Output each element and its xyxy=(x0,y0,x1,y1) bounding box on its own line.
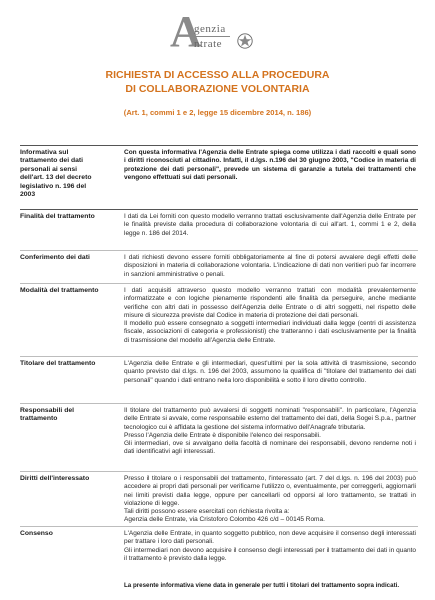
divider xyxy=(20,209,418,210)
agenzia-entrate-logo xyxy=(170,7,270,58)
paragraph: I dati acquisiti attraverso questo modello verranno trattati con modalità prevalentemente informatizzate e con logiche pienamente rispondenti alle finalità da perseguire, anche mediante verifiche con altri dati in possesso dell'Agenzia delle Entrate o di altri soggetti, nel rispetto delle misure di sicurezza previste dal Codice in materia di protezione dei dati personali. xyxy=(124,287,416,319)
legal-reference: (Art. 1, commi 1 e 2, legge 15 dicembre 2014, n. 186) xyxy=(123,108,312,117)
section-text xyxy=(124,407,416,457)
section-text: I dati da Lei forniti con questo modello verranno trattati esclusivamente dall'Agenzia delle Entrate per le finalità previste dalla procedura di collaborazione volontaria di cui all'art. 1, commi 1 e 2, della legge n. 186 del 2014. xyxy=(124,213,416,237)
title-line2: DI COLLABORAZIONE VOLONTARIA xyxy=(125,83,310,95)
paragraph: Il titolare del trattamento può avvalersi di soggetti nominati "responsabili". In particolare, l'Agenzia delle Entrate si avvale, come responsabile esterno del trattamento dei dati, della Sogei S.p.a., partner tecnologico cui è affidata la gestione del sistema informativo dell'Anagrafe tributaria. xyxy=(124,407,416,431)
logo-letter-mark: A xyxy=(170,7,202,56)
section-label: Modalità del trattamento xyxy=(20,287,99,294)
paragraph: Gli intermediari, ove si avvalgano della facoltà di nominare dei responsabili, devono renderne noti i dati identificativi agli interessati. xyxy=(124,440,416,456)
section-text xyxy=(124,287,416,345)
section-titolare xyxy=(20,360,418,398)
paragraph: Il modello può essere consegnato a soggetti intermediari individuati dalla legge (centri di assistenza fiscale, associazioni di categoria e professionisti) che tratteranno i dati esclusivamente per la finalità di trasmissione del modello all'Agenzia delle Entrate. xyxy=(124,320,416,344)
section-text xyxy=(124,475,416,525)
section-text: L'Agenzia delle Entrate e gli intermediari, quest'ultimi per la sola attività di trasmissione, secondo quanto previsto dal d.lgs. n. 196 del 2003, assumono la qualifica di "titolare del trattamento dei dati personali" quando i dati entrano nella loro disponibilità e sotto il loro diretto controllo. xyxy=(124,360,416,384)
paragraph: Presso il titolare o i responsabili del trattamento, l'interessato (art. 7 del d.lgs. n. 196 del 2003) può accedere ai propri dati personali per verificarne l'utilizzo o, eventualmente, per correggerli, aggiornarli nei limiti previsti dalla legge, oppure per cancellarli od opporsi al loro trattamento, se trattati in violazione di legge. xyxy=(124,475,416,507)
page-title xyxy=(0,68,435,96)
logo-line2: ntrate xyxy=(194,36,230,50)
section-consenso xyxy=(20,530,418,566)
paragraph: Presso l'Agenzia delle Entrate è disponibile l'elenco dei responsabili. xyxy=(124,431,321,439)
section-label: Informativa sul trattamento dei dati personali ai sensi dell'art. 13 del decreto legislativo n. 196 del 2003 xyxy=(20,149,92,199)
section-label: Responsabili del trattamento xyxy=(20,407,75,423)
section-responsabili xyxy=(20,407,418,465)
republic-emblem-icon xyxy=(236,32,254,50)
divider xyxy=(20,283,418,284)
section-informativa xyxy=(20,149,418,205)
divider xyxy=(20,471,418,472)
section-label: Diritti dell'interessato xyxy=(20,475,90,482)
section-text: I dati richiesti devono essere forniti obbligatoriamente al fine di potersi avvalere degli effetti delle disposizioni in materia di collaborazione volontaria. L'indicazione di dati non veritieri può far incorrere in sanzioni amministrative o penali. xyxy=(124,254,416,278)
section-label: Finalità del trattamento xyxy=(20,213,95,220)
section-conferimento xyxy=(20,254,418,278)
divider xyxy=(20,250,418,251)
divider xyxy=(20,526,418,527)
paragraph: L'Agenzia delle Entrate, in quanto soggetto pubblico, non deve acquisire il consenso degli interessati per trattare i loro dati personali. xyxy=(124,530,416,546)
section-text xyxy=(124,530,416,563)
section-label: Titolare del trattamento xyxy=(20,360,96,367)
divider xyxy=(20,403,418,404)
section-text: Con questa informativa l'Agenzia delle Entrate spiega come utilizza i dati raccolti e quali sono i diritti riconosciuti al cittadino. Infatti, il d.lgs. n.196 del 30 giugno 2003, "Codice in materia di protezione dei dati personali", prevede un sistema di garanzie a tutela dei trattamenti che vengono effettuati sui dati personali. xyxy=(124,149,416,181)
divider xyxy=(20,145,418,146)
paragraph: Tali diritti possono essere esercitati con richiesta rivolta a: xyxy=(124,508,290,516)
logo-line1: genzia xyxy=(194,23,226,35)
section-modalita xyxy=(20,287,418,351)
title-line1: RICHIESTA DI ACCESSO ALLA PROCEDURA xyxy=(105,69,330,81)
paragraph: Gli intermediari non devono acquisire il consenso degli interessati per il trattamento dei dati in quanto il trattamento è previsto dalla legge. xyxy=(124,546,416,562)
paragraph: Agenzia delle Entrate, via Cristoforo Colombo 426 c/d – 00145 Roma. xyxy=(124,516,325,524)
section-finalita xyxy=(20,213,418,247)
divider xyxy=(20,356,418,357)
section-label: Conferimento dei dati xyxy=(20,254,90,261)
footer-note: La presente informativa viene data in generale per tutti i titolari del trattamento sopra indicati. xyxy=(124,582,400,589)
section-label: Consenso xyxy=(20,530,53,537)
